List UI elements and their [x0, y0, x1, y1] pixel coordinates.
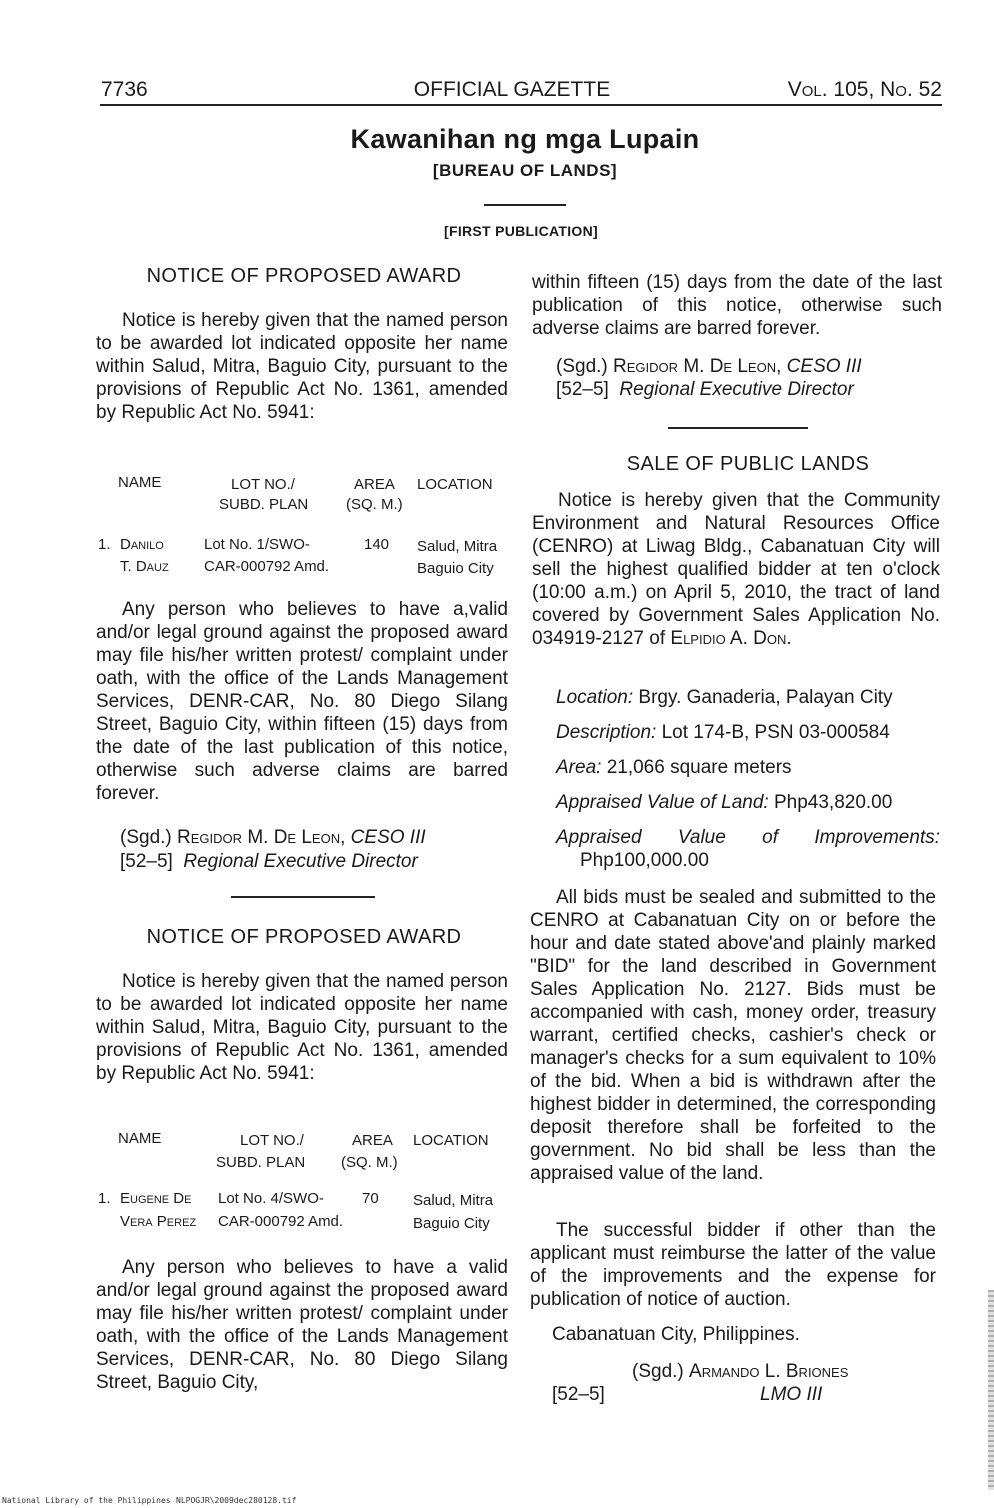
notice1-sig-rank: CESO III	[350, 827, 426, 848]
notice1-sig-title: Regional Executive Director	[183, 851, 418, 872]
notice1-body-block	[96, 598, 508, 805]
notice-divider-left	[231, 896, 375, 898]
sale-appraised-impr-label: Appraised Value of Improvements:	[556, 827, 940, 848]
footer-file: NLPOGJR\2009dec280128.tif	[176, 1496, 297, 1505]
sale-appraised-land-label: Appraised Value of Land:	[556, 792, 769, 813]
notice2-row-lot1: Lot No. 4/SWO-	[218, 1190, 324, 1207]
notice1-hdr-lot2: SUBD. PLAN	[219, 496, 309, 513]
notice2-heading: NOTICE OF PROPOSED AWARD	[146, 926, 462, 948]
first-publication-note: [FIRST PUBLICATION]	[444, 223, 598, 239]
notice1-signature-line	[120, 826, 426, 849]
sale-sig-name: Armando L. Briones	[689, 1361, 849, 1382]
notice2-row-lot2: CAR-000792 Amd.	[218, 1213, 344, 1230]
notice2-hdr-area1: AREA	[352, 1132, 393, 1149]
notice2-intro: Notice is hereby given that the named person to be awarded lot indicated opposite her name within Salud, Mitra, Baguio City, pursuant to the provisions of Republic Act No. 1361, amended by Republic Act No. 5941:	[96, 971, 508, 1084]
masthead-subtitle: [BUREAU OF LANDS]	[432, 161, 618, 180]
sale-applicant-name: Elpidio A. Don.	[670, 628, 792, 649]
sale-location-value: Brgy. Ganaderia, Palayan City	[638, 687, 893, 708]
sale-appraised-improvements	[556, 826, 940, 849]
right-sig-ref: [52–5]	[556, 379, 609, 400]
sale-appraised-impr-value: Php100,000.00	[580, 850, 709, 871]
notice2-hdr-area2: (SQ. M.)	[341, 1154, 398, 1171]
notice2-hdr-lot1: LOT NO./	[240, 1132, 304, 1149]
notice1-row-lot1: Lot No. 1/SWO-	[204, 536, 310, 553]
right-sig-title: Regional Executive Director	[619, 379, 854, 400]
notice2-row-loc2: Baguio City	[413, 1215, 490, 1232]
sale-appraised-land-value: Php43,820.00	[773, 792, 893, 813]
notice2-row-name2: Vera Perez	[120, 1213, 197, 1230]
sale-sig-ref: [52–5]	[552, 1384, 605, 1405]
right-continuation: within fifteen (15) days from the date of the last publication of this notice, otherwise such adverse claims are barred forever.	[532, 272, 942, 339]
publication-name: OFFICIAL GAZETTE	[413, 78, 611, 101]
notice1-row-name1: Danilo	[120, 536, 164, 553]
notice1-hdr-location: LOCATION	[417, 476, 493, 493]
footer-library: National Library of the Philippines	[2, 1496, 171, 1505]
notice2-row-loc1: Salud, Mitra	[413, 1192, 494, 1209]
notice1-heading: NOTICE OF PROPOSED AWARD	[146, 265, 462, 287]
notice2-hdr-location: LOCATION	[413, 1132, 489, 1149]
notice1-row-name2: T. Dauz	[120, 558, 169, 575]
page-number: 7736	[101, 78, 148, 101]
notice2-body-block	[96, 1256, 508, 1394]
sale-description-label: Description:	[556, 722, 657, 743]
notice1-hdr-area2: (SQ. M.)	[346, 496, 403, 513]
right-sig-sgd: (Sgd.)	[556, 356, 608, 377]
sale-intro: Notice is hereby given that the Community Environment and Natural Resources Office (CENRO) at Liwag Bldg., Cabanatuan City will sell the highest qualified bidder at ten o'clock (10:00 a.m.) on April 5, 2010, the tract of land covered by Government Sales Application No. 034919-2127 of	[532, 490, 940, 649]
sale-reimburse-block	[530, 1219, 936, 1311]
sale-description	[556, 721, 890, 744]
sale-area-label: Area:	[556, 757, 602, 778]
notice1-sig-ref: [52–5]	[120, 851, 173, 872]
right-continuation-block	[532, 271, 942, 340]
sale-location	[556, 686, 893, 709]
sale-sig-sgd: (Sgd.)	[632, 1361, 684, 1382]
masthead-rule	[484, 204, 566, 206]
notice1-intro: Notice is hereby given that the named person to be awarded lot indicated opposite her name within Salud, Mitra, Baguio City, pursuant to the provisions of Republic Act No. 1361, amended by Republic Act No. 5941:	[96, 310, 508, 423]
notice1-row-loc2: Baguio City	[417, 560, 494, 577]
notice1-intro-block	[96, 309, 508, 424]
notice1-hdr-name: NAME	[118, 474, 162, 491]
notice1-body: Any person who believes to have a,valid and/or legal ground against the proposed award may file his/her written protest/ complaint under oath, with the office of the Lands Management Services, DENR-CAR, No. 80 Diego Silang Street, Baguio City, within fifteen (15) days from the date of the last publication of this notice, otherwise such adverse claims are barred forever.	[96, 599, 508, 804]
notice1-sig-sgd: (Sgd.)	[120, 827, 172, 848]
notice2-hdr-lot2: SUBD. PLAN	[216, 1154, 306, 1171]
right-sig-rank: CESO III	[786, 356, 862, 377]
notice1-sig-name: Regidor M. De Leon,	[177, 827, 346, 848]
sale-bids-block	[530, 886, 936, 1185]
header-rule	[100, 104, 942, 106]
sale-intro-paragraph	[532, 489, 940, 650]
right-sig-name: Regidor M. De Leon,	[613, 356, 782, 377]
notice2-body: Any person who believes to have a valid and/or legal ground against the proposed award may file his/her written protest/ complaint under oath, with the office of the Lands Management Services, DENR-CAR, No. 80 Diego Silang Street, Baguio City,	[96, 1257, 508, 1393]
notice1-row-lot2: CAR-000792 Amd.	[204, 558, 330, 575]
sale-appraised-land	[556, 791, 892, 814]
sale-description-value: Lot 174-B, PSN 03-000584	[661, 722, 890, 743]
sale-area	[556, 756, 792, 779]
sale-signature-line	[632, 1360, 848, 1383]
notice2-intro-block	[96, 970, 508, 1085]
masthead-title: Kawanihan ng mga Lupain	[350, 124, 700, 154]
notice1-row-area: 140	[364, 536, 390, 553]
notice1-row-loc1: Salud, Mitra	[417, 538, 498, 555]
sale-bids-paragraph: All bids must be sealed and submitted to the CENRO at Cabanatuan City on or before the hour and date stated above'and plainly marked "BID" for the land described in Government Sales Application No. 2127. Bids must be accompanied with cash, money order, treasury warrant, certified checks, cashier's check or manager's checks for a sum equivalent to 10% of the bid. When a bid is withdrawn after the highest bidder in determined, the corresponding deposit therefore shall be forfeited to the government. No bid shall be less than the appraised value of the land.	[530, 887, 936, 1184]
sale-reimburse-paragraph: The successful bidder if other than the applicant must reimburse the latter of the value of the improvements and the expense for publication of notice of auction.	[530, 1220, 936, 1310]
right-signature-title-line	[556, 378, 854, 401]
notice-divider-right	[668, 427, 808, 429]
sale-place: Cabanatuan City, Philippines.	[552, 1324, 800, 1345]
notice2-row-num: 1.	[98, 1190, 111, 1207]
sale-sig-title: LMO III	[760, 1384, 823, 1405]
notice1-hdr-area1: AREA	[354, 476, 395, 493]
notice1-row-num: 1.	[98, 536, 111, 553]
sale-location-label: Location:	[556, 687, 634, 708]
notice2-hdr-name: NAME	[118, 1130, 162, 1147]
notice2-row-name1: Eugene De	[120, 1190, 192, 1207]
sale-area-value: 21,066 square meters	[606, 757, 792, 778]
volume-number: Vol. 105, No. 52	[787, 78, 942, 101]
sale-heading: SALE OF PUBLIC LANDS	[626, 453, 870, 475]
notice2-row-area: 70	[362, 1190, 379, 1207]
scan-edge-marks	[988, 1290, 994, 1490]
right-signature-line	[556, 355, 862, 378]
notice1-signature-title-line	[120, 850, 418, 873]
notice1-hdr-lot1: LOT NO./	[231, 476, 295, 493]
sale-intro-block	[532, 489, 940, 650]
